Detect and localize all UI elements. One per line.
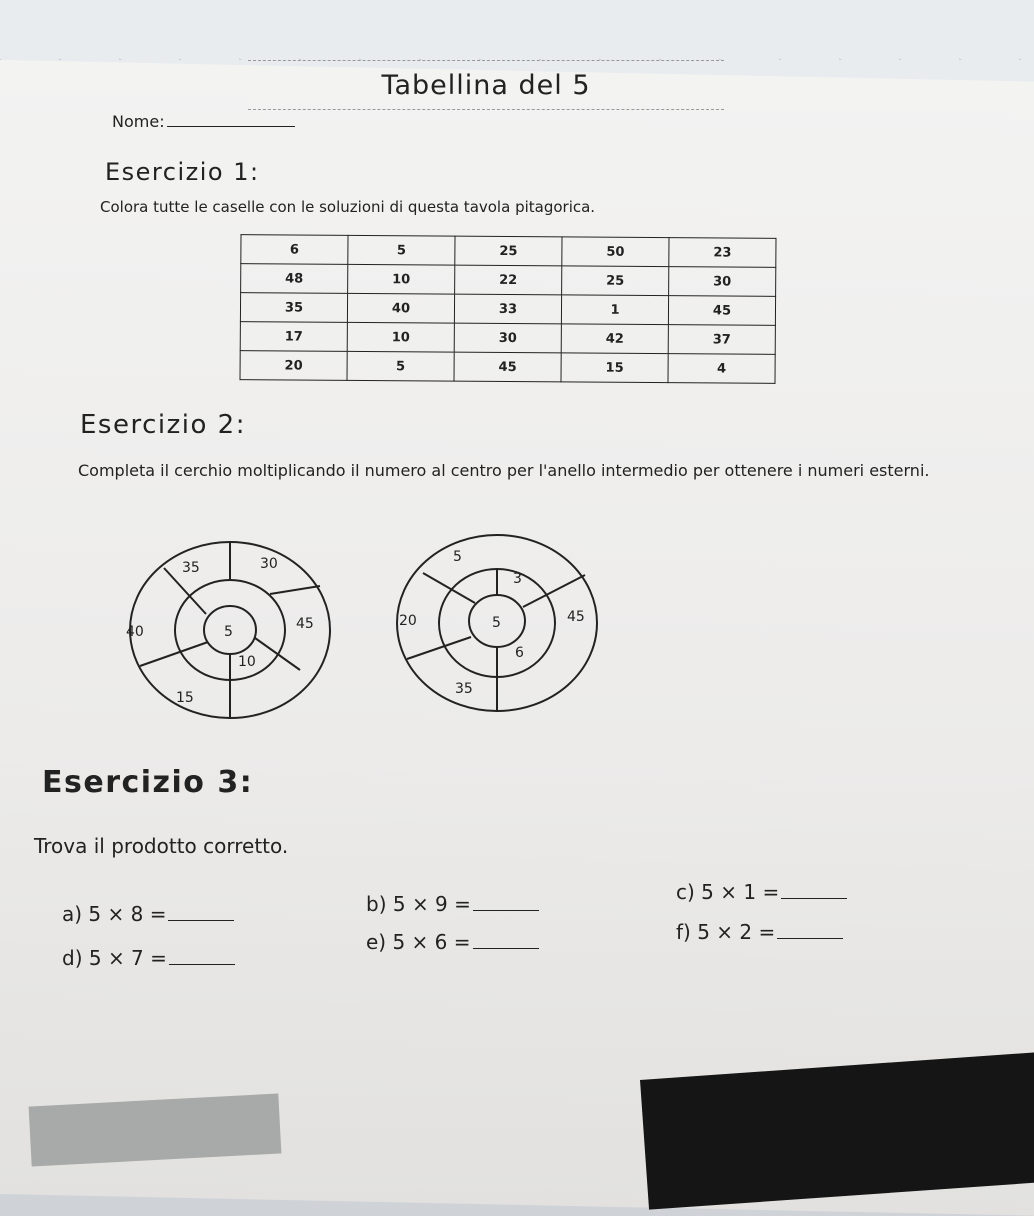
exercise-2-heading: Esercizio 2:: [80, 410, 246, 440]
exercise-3-item-d: [62, 946, 235, 970]
wheel-left-outer-value: 40: [126, 624, 144, 640]
item-letter: e): [366, 930, 387, 954]
table-cell[interactable]: 25: [562, 266, 669, 296]
item-expression: 5 × 2 =: [697, 920, 776, 944]
wheel-left-center: 5: [224, 624, 233, 640]
table-cell[interactable]: 30: [454, 323, 561, 353]
table-cell[interactable]: 4: [668, 354, 775, 384]
item-expression: 5 × 1 =: [701, 880, 780, 904]
table-cell[interactable]: 5: [348, 235, 455, 265]
exercise-1-instruction: Colora tutte le caselle con le soluzioni di questa tavola pitagorica.: [100, 198, 596, 216]
item-letter: b): [366, 892, 387, 916]
worksheet-title: Tabellina del 5: [248, 60, 724, 110]
table-cell[interactable]: 42: [561, 324, 668, 354]
dark-surface: [640, 1052, 1034, 1210]
exercise-3-item-a: [62, 902, 234, 926]
table-cell[interactable]: 5: [347, 351, 454, 381]
wheel-right-outer-value: 20: [399, 613, 417, 629]
wheel-right-middle-value: 6: [515, 645, 524, 661]
table-row: [241, 235, 776, 268]
wheel-right-outer-value: 5: [453, 549, 462, 565]
item-letter: d): [62, 946, 83, 970]
table-cell[interactable]: 10: [348, 264, 455, 294]
answer-blank[interactable]: [168, 920, 234, 921]
multiplication-wheel-left: [120, 538, 340, 728]
table-cell[interactable]: 10: [347, 322, 454, 352]
item-letter: c): [676, 880, 695, 904]
name-field[interactable]: [112, 112, 295, 131]
exercise-1-heading: Esercizio 1:: [105, 158, 260, 186]
table-cell[interactable]: 33: [454, 294, 561, 324]
wheel-left-outer-value: 15: [176, 690, 194, 706]
table-cell[interactable]: 20: [240, 351, 347, 381]
name-line[interactable]: [167, 126, 295, 127]
table-cell[interactable]: 30: [669, 267, 776, 297]
item-expression: 5 × 8 =: [88, 902, 167, 926]
exercise-3-heading: Esercizio 3:: [42, 765, 254, 800]
table-cell[interactable]: 50: [562, 237, 669, 267]
table-cell[interactable]: 15: [561, 353, 668, 383]
table-row: [240, 293, 775, 326]
table-cell[interactable]: 1: [561, 295, 668, 325]
answer-blank[interactable]: [781, 898, 847, 899]
table-cell[interactable]: 17: [240, 322, 347, 352]
exercise-3-instruction: Trova il prodotto corretto.: [34, 834, 289, 858]
pythagorean-table: [239, 234, 776, 384]
table-cell[interactable]: 37: [668, 325, 775, 355]
table-cell[interactable]: 6: [241, 235, 348, 265]
wheel-left-outer-value: 30: [260, 556, 278, 572]
wheel-left-outer-value: 45: [296, 616, 314, 632]
exercise-3-item-c: [676, 880, 847, 904]
item-expression: 5 × 9 =: [392, 892, 471, 916]
table-row: [240, 351, 775, 384]
wheel-right-outer-value: 45: [567, 609, 585, 625]
exercise-3-item-f: [676, 920, 843, 944]
answer-blank[interactable]: [473, 910, 539, 911]
exercise-3-item-b: [366, 892, 539, 916]
wheel-right-outer-value: 35: [455, 681, 473, 697]
table-cell[interactable]: 25: [455, 236, 562, 266]
table-cell[interactable]: 40: [347, 293, 454, 323]
table-cell[interactable]: 23: [669, 238, 776, 268]
answer-blank[interactable]: [777, 938, 843, 939]
table-cell[interactable]: 35: [240, 293, 347, 323]
item-expression: 5 × 7 =: [88, 946, 167, 970]
multiplication-wheel-right: [395, 533, 610, 718]
wheel-right-center: 5: [492, 615, 501, 631]
answer-blank[interactable]: [169, 964, 235, 965]
name-label: Nome:: [112, 112, 165, 131]
exercise-2-instruction: Completa il cerchio moltiplicando il numero al centro per l'anello intermedio per ottenere i numeri esterni.: [78, 461, 930, 480]
table-row: [241, 264, 776, 297]
item-letter: a): [62, 902, 83, 926]
item-expression: 5 × 6 =: [392, 930, 471, 954]
wheel-left-middle-value: 10: [238, 654, 256, 670]
table-row: [240, 322, 775, 355]
table-cell[interactable]: 45: [454, 352, 561, 382]
table-cell[interactable]: 45: [668, 296, 775, 326]
item-letter: f): [676, 920, 691, 944]
table-cell[interactable]: 48: [241, 264, 348, 294]
table-cell[interactable]: 22: [455, 265, 562, 295]
answer-blank[interactable]: [473, 948, 539, 949]
exercise-3-item-e: [366, 930, 539, 954]
wheel-left-outer-value: 35: [182, 560, 200, 576]
wheel-right-middle-value: 3: [513, 571, 522, 587]
